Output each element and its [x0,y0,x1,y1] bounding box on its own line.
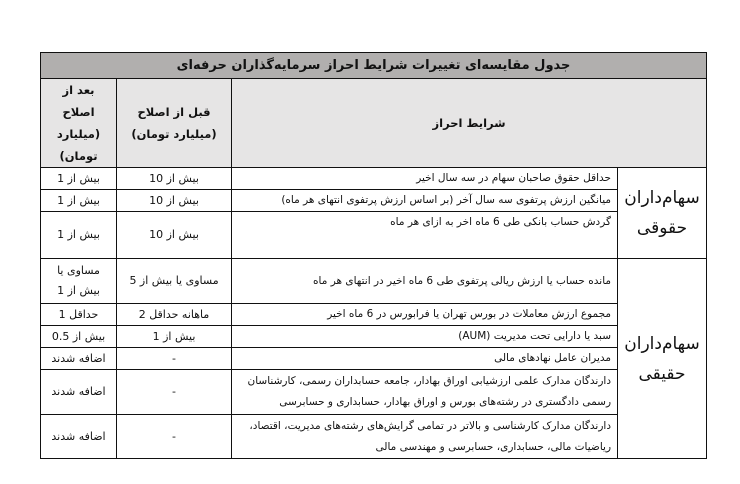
condition-cell: میانگین ارزش پرتفوی سه سال آخر (بر اساس ارزش پرتفوی انتهای هر ماه) [232,190,618,212]
condition-cell: مانده حساب یا ارزش ریالی پرتفوی طی 6 ماه اخیر در انتهای هر ماه [232,259,618,304]
condition-cell: دارندگان مدارک علمی ارزشیابی اوراق بهادار، جامعه حسابداران رسمی، کارشناسان رسمی دادگستری در رشته‌های بورس و اوراق بهادار، حسابداری و حسابرسی [232,370,618,415]
before-cell: بیش از 10 [117,168,232,190]
condition-cell: سبد یا دارایی تحت مدیریت (AUM) [232,326,618,348]
table-row [41,415,707,459]
before-cell: ماهانه حداقل 2 [117,304,232,326]
after-cell: بیش از 0.5 [41,326,117,348]
after-cell: اضافه شدند [41,370,117,415]
table-row [41,212,707,259]
condition-cell: گردش حساب بانکی طی 6 ماه اخر به ازای هر ماه [232,212,618,259]
table-row [41,326,707,348]
table-row [41,190,707,212]
title-row [41,53,707,79]
table-row [41,348,707,370]
table-row [41,370,707,415]
before-cell: - [117,415,232,459]
after-cell: حداقل 1 [41,304,117,326]
before-cell: - [117,348,232,370]
after-cell: بیش از 1 [41,168,117,190]
table-row [41,259,707,304]
table-row [41,304,707,326]
header-after: بعد از اصلاح (میلیارد تومان) [41,79,117,168]
before-cell: بیش از 1 [117,326,232,348]
after-cell: مساوی یا بیش از 1 [41,259,117,304]
header-before: قبل از اصلاح (میلیارد تومان) [117,79,232,168]
after-cell: بیش از 1 [41,190,117,212]
after-cell: اضافه شدند [41,348,117,370]
table-row [41,168,707,190]
table-title: جدول مقایسه‌ای تغییرات شرایط احراز سرمایه‌گذاران حرفه‌ای [41,53,707,79]
before-cell: - [117,370,232,415]
comparison-table [40,52,707,459]
after-cell: بیش از 1 [41,212,117,259]
header-conditions: شرایط احراز [232,79,707,168]
category-legal: سهام‌داران حقوقی [618,168,707,259]
before-cell: بیش از 10 [117,212,232,259]
after-cell: اضافه شدند [41,415,117,459]
condition-cell: حداقل حقوق صاحبان سهام در سه سال اخیر [232,168,618,190]
before-cell: بیش از 10 [117,190,232,212]
before-cell: مساوی یا بیش از 5 [117,259,232,304]
condition-cell: مجموع ارزش معاملات در بورس تهران یا فرابورس در 6 ماه اخیر [232,304,618,326]
condition-cell: دارندگان مدارک کارشناسی و بالاتر در تمامی گرایش‌های رشته‌های مدیریت، اقتصاد، ریاضیات مالی، حسابداری، حسابرسی و مهندسی مالی [232,415,618,459]
category-natural: سهام‌داران حقیقی [618,259,707,459]
header-row [41,79,707,168]
condition-cell: مدیران عامل نهادهای مالی [232,348,618,370]
